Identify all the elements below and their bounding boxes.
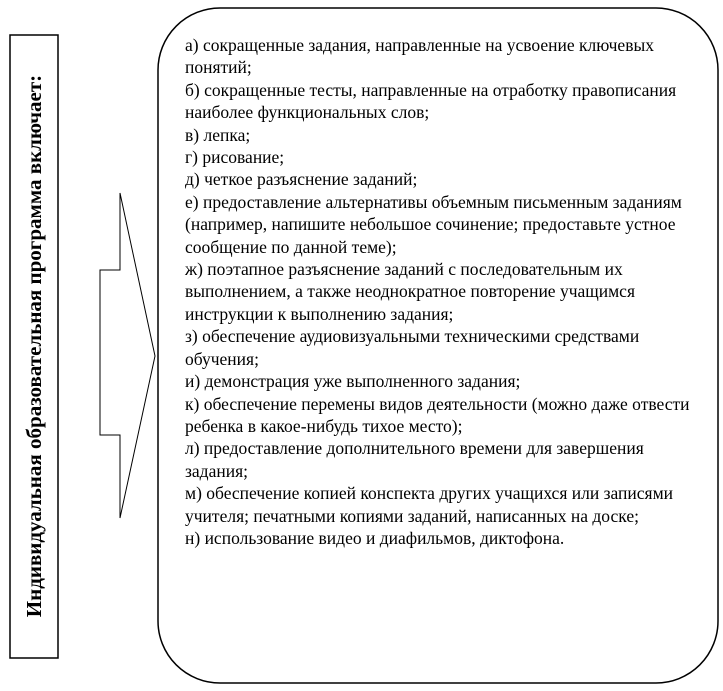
list-item: и) демонстрация уже выполненного задания; <box>185 371 521 392</box>
list-item: ж) поэтапное разъяснение заданий с последовательным их выполнением, а также неоднократное повторение учащимся инструкции к выполнению задания; <box>185 259 636 324</box>
list-item: л) предоставление дополнительного времени для завершения задания; <box>185 438 644 481</box>
list-item: е) предоставление альтернативы объемным письменным заданиям (например, напишите небольшое сочинение; предоставьте устное сообщение по данной теме); <box>185 191 682 257</box>
heading-text: Индивидуальная образовательная программа включает: <box>21 74 46 618</box>
arrow-connector <box>100 193 155 518</box>
list-item: г) рисование; <box>185 147 285 168</box>
list-item: а) сокращенные задания, направленные на усвоение ключевых понятий; <box>185 35 654 78</box>
list-item: н) использование видео и диафильмов, диктофона. <box>185 527 565 548</box>
list-item: з) обеспечение аудиовизуальными техническими средствами обучения; <box>185 326 640 369</box>
list-item: б) сокращенные тесты, направленные на отработку правописания наиболее функциональных слов; <box>185 79 677 123</box>
list-item: д) четкое разъяснение заданий; <box>185 169 418 190</box>
list-item: в) лепка; <box>185 124 251 145</box>
list-item: к) обеспечение перемены видов деятельности (можно даже отвести ребенка в какое-нибудь тихое место); <box>185 393 690 436</box>
program-items-list <box>185 34 705 674</box>
list-item: м) обеспечение копией конспекта других учащихся или записями учителя; печатными копиями заданий, написанных на доске; <box>185 483 674 526</box>
